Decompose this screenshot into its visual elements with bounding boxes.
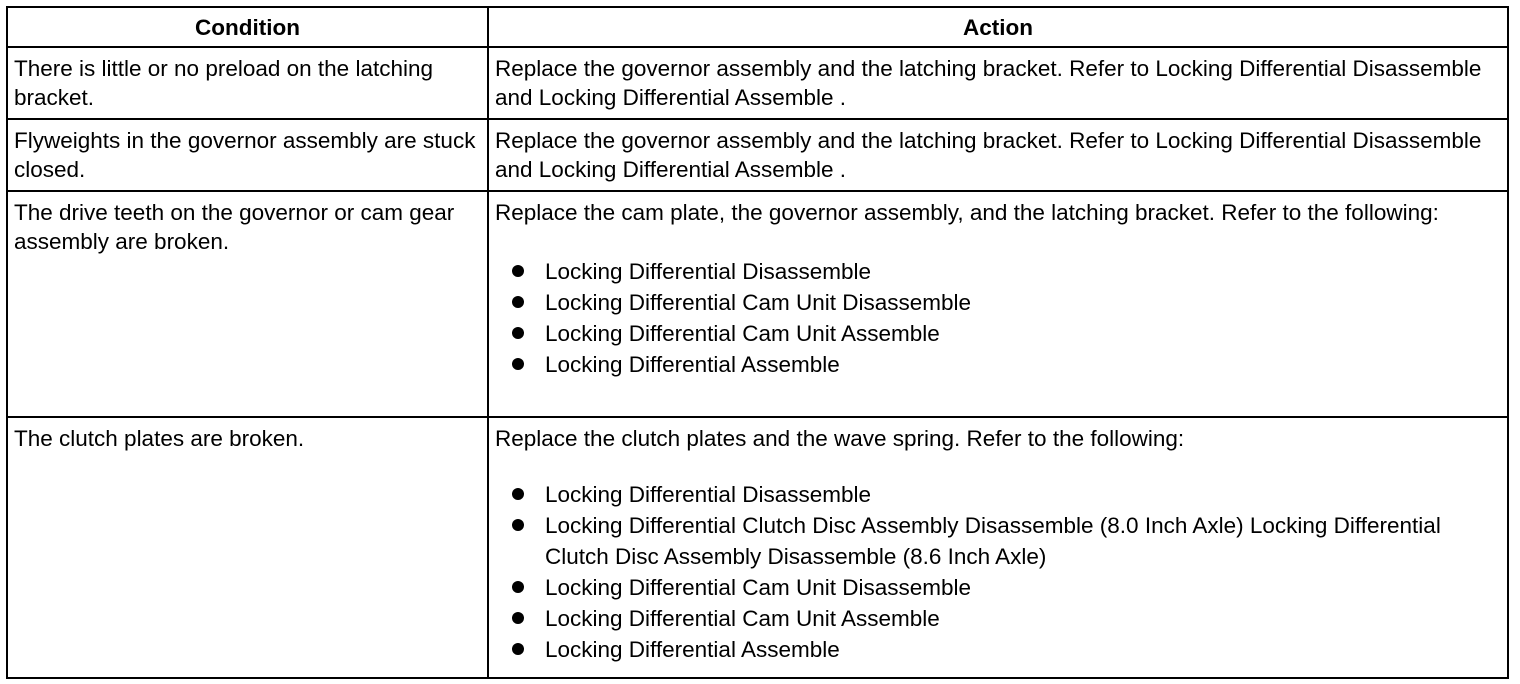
- condition-cell: [7, 191, 488, 417]
- reference-link[interactable]: Locking Differential Clutch Disc Assembly Disassemble (8.0 Inch Axle) Locking Differential Clutch Disc Assembly Disassemble (8.6 Inch Axle): [545, 513, 1441, 569]
- table-row: [7, 47, 1508, 119]
- bullet-icon: [512, 643, 524, 655]
- reference-link[interactable]: Locking Differential Assemble: [545, 637, 840, 662]
- bullet-icon: [512, 612, 524, 624]
- condition-text: The clutch plates are broken.: [14, 426, 305, 451]
- bullet-icon: [512, 519, 524, 531]
- reference-item[interactable]: [495, 287, 1501, 318]
- bullet-icon: [512, 581, 524, 593]
- reference-item[interactable]: [495, 603, 1501, 634]
- reference-item[interactable]: [495, 510, 1501, 572]
- condition-text: There is little or no preload on the latching bracket.: [14, 56, 433, 110]
- action-text: Replace the cam plate, the governor assembly, and the latching bracket. Refer to the following:: [495, 200, 1439, 225]
- action-cell: [488, 417, 1508, 678]
- table-row: [7, 191, 1508, 417]
- reference-item[interactable]: [495, 256, 1501, 287]
- reference-list: [495, 479, 1501, 665]
- bullet-icon: [512, 358, 524, 370]
- condition-text: The drive teeth on the governor or cam gear assembly are broken.: [14, 200, 455, 254]
- reference-list: [495, 256, 1501, 380]
- reference-link[interactable]: Locking Differential Cam Unit Disassemble: [545, 290, 972, 315]
- action-text: Replace the governor assembly and the latching bracket. Refer to Locking Differential Disassemble and Locking Differential Assemble .: [495, 56, 1482, 110]
- header-condition: Condition: [7, 7, 488, 47]
- table-row: [7, 417, 1508, 678]
- reference-link[interactable]: Locking Differential Disassemble: [545, 259, 871, 284]
- condition-cell: [7, 119, 488, 191]
- action-cell: [488, 119, 1508, 191]
- reference-link[interactable]: Locking Differential Disassemble: [545, 482, 871, 507]
- header-action: Action: [488, 7, 1508, 47]
- reference-item[interactable]: [495, 572, 1501, 603]
- reference-link[interactable]: Locking Differential Cam Unit Assemble: [545, 321, 940, 346]
- bullet-icon: [512, 296, 524, 308]
- condition-cell: [7, 47, 488, 119]
- condition-cell: [7, 417, 488, 678]
- bullet-icon: [512, 488, 524, 500]
- table-row: [7, 119, 1508, 191]
- reference-item[interactable]: [495, 634, 1501, 665]
- reference-item[interactable]: [495, 349, 1501, 380]
- reference-item[interactable]: [495, 318, 1501, 349]
- action-cell: [488, 191, 1508, 417]
- action-text: Replace the clutch plates and the wave spring. Refer to the following:: [495, 426, 1185, 451]
- bullet-icon: [512, 265, 524, 277]
- reference-item[interactable]: [495, 479, 1501, 510]
- action-text: Replace the governor assembly and the latching bracket. Refer to Locking Differential Disassemble and Locking Differential Assemble .: [495, 128, 1482, 182]
- reference-link[interactable]: Locking Differential Assemble: [545, 352, 840, 377]
- header-row: [7, 7, 1508, 47]
- condition-action-table: [6, 6, 1509, 679]
- action-cell: [488, 47, 1508, 119]
- bullet-icon: [512, 327, 524, 339]
- reference-link[interactable]: Locking Differential Cam Unit Assemble: [545, 606, 940, 631]
- reference-link[interactable]: Locking Differential Cam Unit Disassemble: [545, 575, 972, 600]
- condition-text: Flyweights in the governor assembly are stuck closed.: [14, 128, 476, 182]
